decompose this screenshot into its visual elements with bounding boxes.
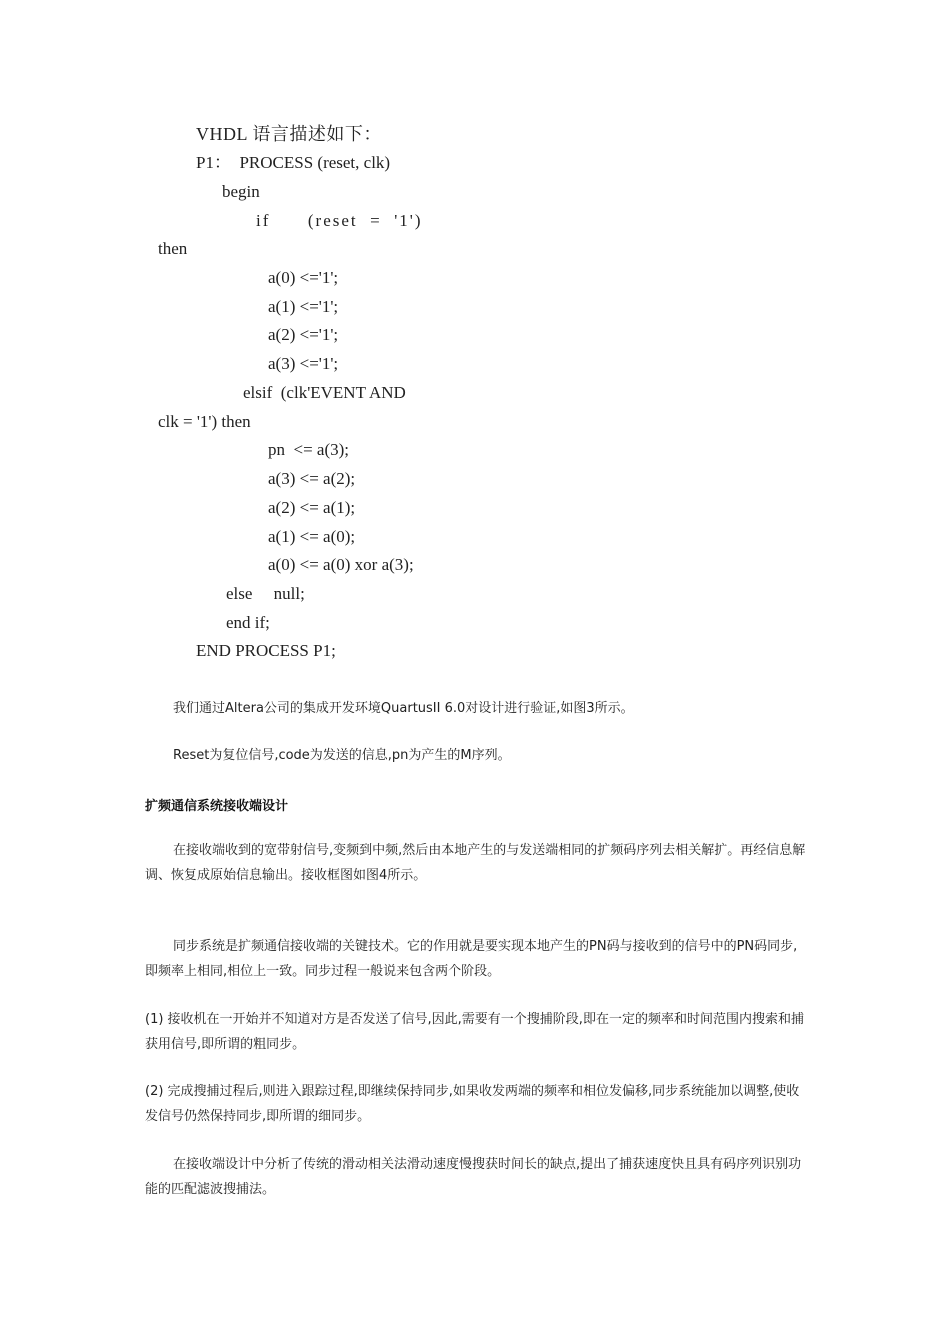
code-line: if (reset = '1') — [256, 211, 423, 230]
code-line: elsif (clk'EVENT AND — [243, 383, 406, 402]
paragraph-coarse-sync: (1) 接收机在一开始并不知道对方是否发送了信号,因此,需要有一个搜捕阶段,即在一定的频率和时间范围内搜索和捕获用信号,即所谓的粗同步。 — [145, 1012, 804, 1052]
code-line: a(1) <='1'; — [268, 297, 339, 316]
paragraph-signals: Reset为复位信号,code为发送的信息,pn为产生的M序列。 — [173, 748, 511, 763]
code-line: END PROCESS P1; — [196, 641, 336, 660]
code-line: P1： PROCESS (reset, clk) — [196, 153, 391, 172]
paragraph-fine-sync: (2) 完成搜捕过程后,则进入跟踪过程,即继续保持同步,如果收发两端的频率和相位发偏移,同步系统能加以调整,使收发信号仍然保持同步,即所谓的细同步。 — [145, 1084, 800, 1124]
code-line: then — [158, 239, 188, 258]
paragraph-verification: 我们通过Altera公司的集成开发环境QuartusII 6.0对设计进行验证,如图3所示。 — [173, 701, 634, 716]
code-line: a(2) <='1'; — [268, 325, 339, 344]
code-line: a(3) <='1'; — [268, 354, 339, 373]
code-line: end if; — [226, 613, 270, 632]
code-line: a(3) <= a(2); — [268, 469, 356, 488]
code-heading: VHDL 语言描述如下： — [196, 124, 382, 144]
code-line: clk = '1') then — [158, 412, 251, 431]
paragraph-matched-filter: 在接收端设计中分析了传统的滑动相关法滑动速度慢搜获时间长的缺点,提出了捕获速度快且具有码序列识别功能的匹配滤波搜捕法。 — [145, 1157, 802, 1197]
code-line: a(2) <= a(1); — [268, 498, 356, 517]
paragraph-receiver: 在接收端收到的宽带射信号,变频到中频,然后由本地产生的与发送端相同的扩频码序列去相关解扩。再经信息解调、恢复成原始信息输出。接收框图如图4所示。 — [145, 843, 806, 883]
code-line: else null; — [226, 584, 305, 603]
code-line: begin — [222, 182, 260, 201]
code-line: a(0) <='1'; — [268, 268, 339, 287]
code-line: a(1) <= a(0); — [268, 527, 356, 546]
section-title: 扩频通信系统接收端设计 — [145, 799, 289, 814]
code-line: pn <= a(3); — [268, 440, 350, 459]
code-line: a(0) <= a(0) xor a(3); — [268, 555, 414, 574]
paragraph-sync-system: 同步系统是扩频通信接收端的关键技术。它的作用就是要实现本地产生的PN码与接收到的信号中的PN码同步,即频率上相同,相位上一致。同步过程一般说来包含两个阶段。 — [145, 939, 798, 979]
